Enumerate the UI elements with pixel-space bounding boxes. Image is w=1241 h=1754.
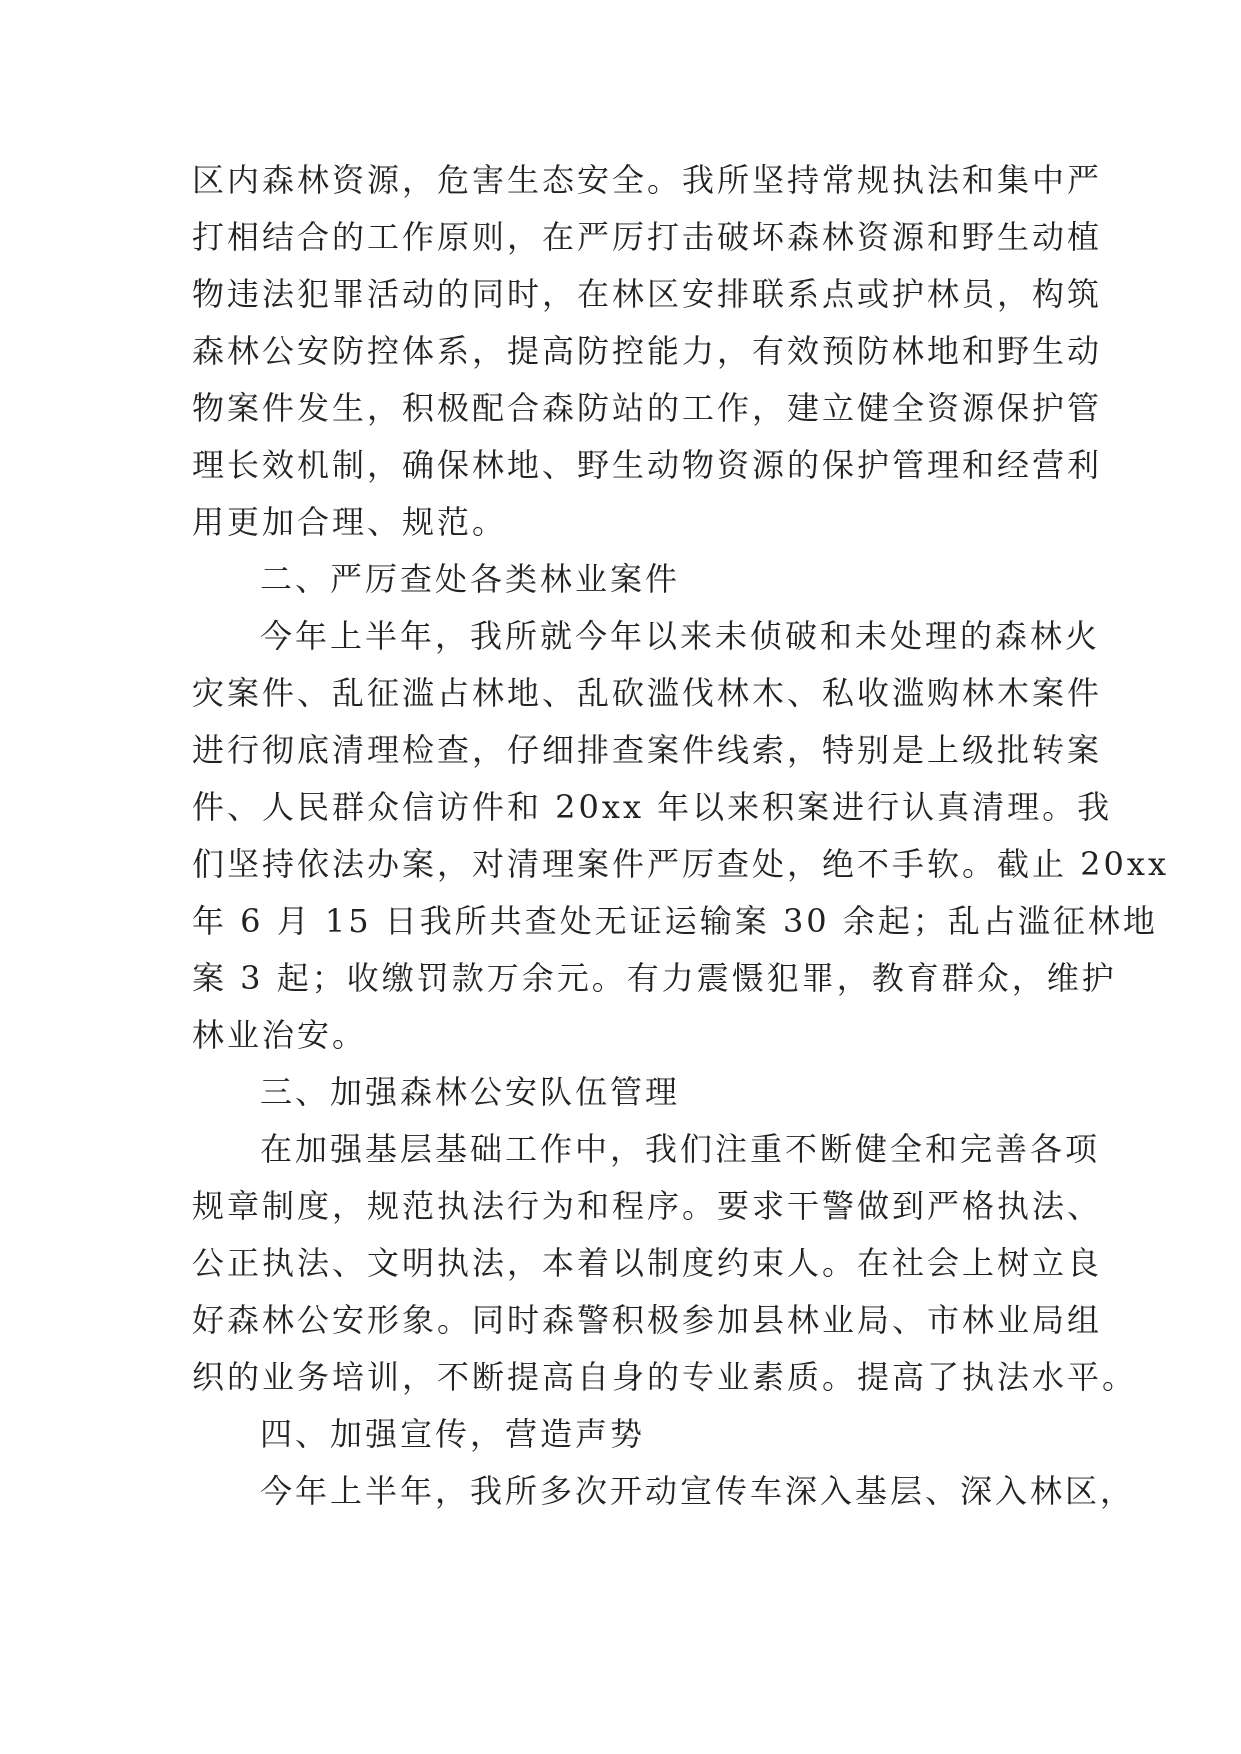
text-line: 森林公安防控体系，提高防控能力，有效预防林地和野生动 xyxy=(192,332,1103,370)
text-line: 用更加合理、规范。 xyxy=(192,503,508,541)
text-line: 好森林公安形象。同时森警积极参加县林业局、市林业局组 xyxy=(192,1301,1103,1339)
text-line: 织的业务培训，不断提高自身的专业素质。提高了执法水平。 xyxy=(192,1358,1138,1396)
text-line: 进行彻底清理检查，仔细排查案件线索，特别是上级批转案 xyxy=(192,731,1103,769)
text-line: 件、人民群众信访件和 20xx 年以来积案进行认真清理。我 xyxy=(192,788,1113,826)
section-heading: 四、加强宣传，营造声势 xyxy=(260,1415,646,1453)
text-line: 公正执法、文明执法，本着以制度约束人。在社会上树立良 xyxy=(192,1244,1103,1282)
text-line: 物违法犯罪活动的同时，在林区安排联系点或护林员，构筑 xyxy=(192,275,1103,313)
text-line: 们坚持依法办案，对清理案件严厉查处，绝不手软。截止 20xx xyxy=(192,845,1169,883)
document-body xyxy=(192,152,1169,1520)
text-line: 区内森林资源，危害生态安全。我所坚持常规执法和集中严 xyxy=(192,161,1103,199)
text-line: 物案件发生，积极配合森防站的工作，建立健全资源保护管 xyxy=(192,389,1103,427)
text-line: 打相结合的工作原则，在严厉打击破坏森林资源和野生动植 xyxy=(192,218,1103,256)
text-line: 林业治安。 xyxy=(192,1016,368,1054)
text-line: 灾案件、乱征滥占林地、乱砍滥伐林木、私收滥购林木案件 xyxy=(192,674,1103,712)
text-line: 案 3 起；收缴罚款万余元。有力震慑犯罪，教育群众，维护 xyxy=(192,959,1117,997)
section-heading: 二、严厉查处各类林业案件 xyxy=(260,560,681,598)
text-line: 年 6 月 15 日我所共查处无证运输案 30 余起；乱占滥征林地 xyxy=(192,902,1158,940)
paragraph-start-line: 在加强基层基础工作中，我们注重不断健全和完善各项 xyxy=(260,1130,1101,1168)
paragraph-start-line: 今年上半年，我所多次开动宣传车深入基层、深入林区， xyxy=(260,1472,1136,1510)
text-line: 理长效机制，确保林地、野生动物资源的保护管理和经营利 xyxy=(192,446,1103,484)
text-line: 规章制度，规范执法行为和程序。要求干警做到严格执法、 xyxy=(192,1187,1103,1225)
section-heading: 三、加强森林公安队伍管理 xyxy=(260,1073,681,1111)
paragraph-start-line: 今年上半年，我所就今年以来未侦破和未处理的森林火 xyxy=(260,617,1101,655)
